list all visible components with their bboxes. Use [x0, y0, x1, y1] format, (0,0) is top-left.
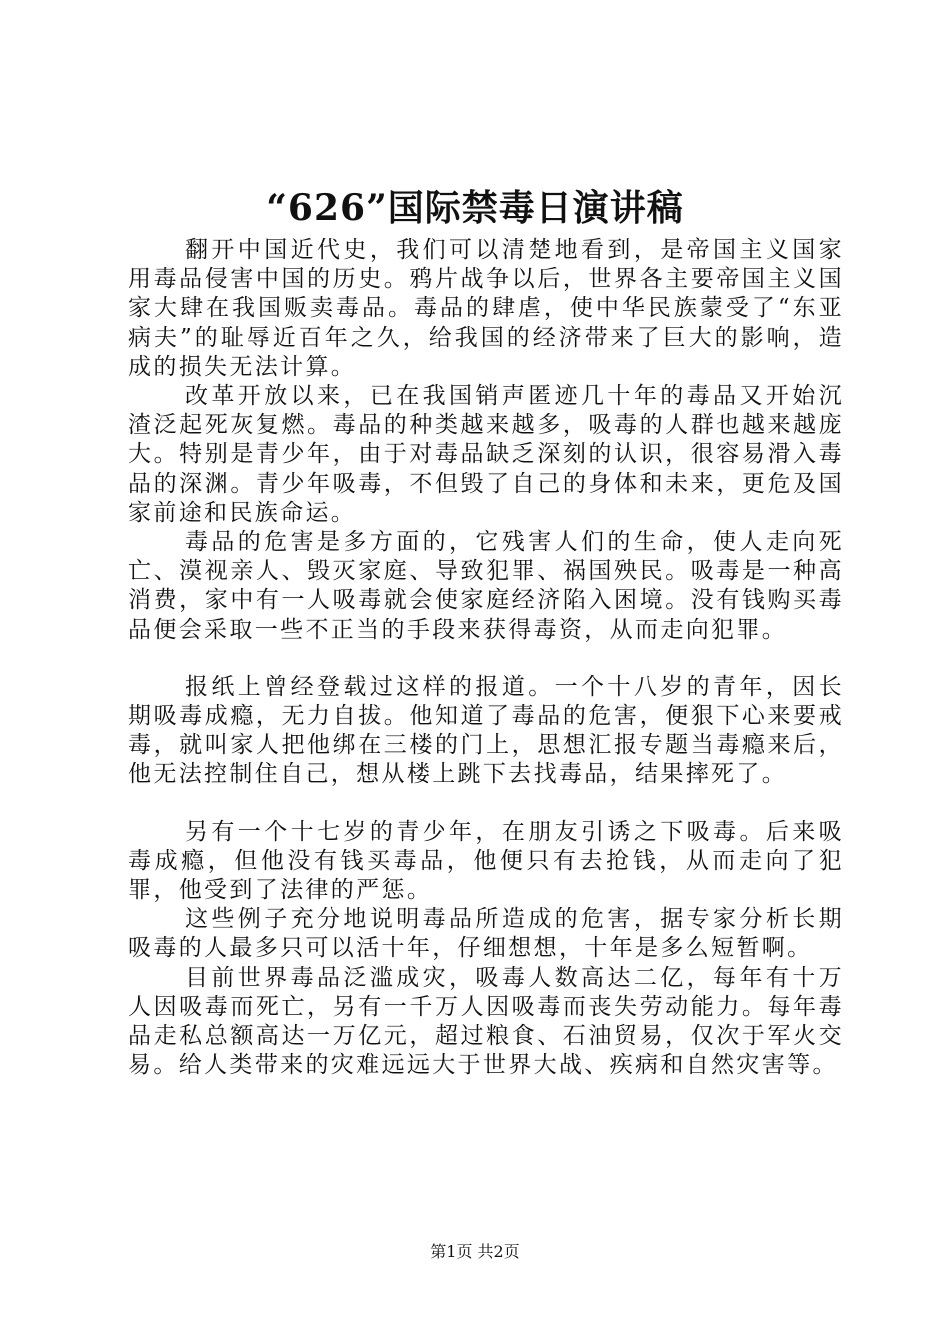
- paragraph-7: 目前世界毒品泛滥成灾，吸毒人数高达二亿，每年有十万人因吸毒而死亡，另有一千万人因吸毒而丧失劳动能力。每年毒品走私总额高达一万亿元，超过粮食、石油贸易，仅次于军火交易。给人类带来的灾难远远大于世界大战、疾病和自然灾害等。: [128, 964, 844, 1079]
- paragraph-5: 另有一个十七岁的青少年，在朋友引诱之下吸毒。后来吸毒成瘾，但他没有钱买毒品，他便只有去抢钱，从而走向了犯罪，他受到了法律的严惩。: [128, 818, 844, 904]
- page-title: “626”国际禁毒日演讲稿: [266, 187, 684, 229]
- paragraph-3: 毒品的危害是多方面的，它残害人们的生命，使人走向死亡、漠视亲人、毁灭家庭、导致犯罪、祸国殃民。吸毒是一种高消费，家中有一人吸毒就会使家庭经济陷入困境。没有钱购买毒品便会采取一些不正当的手段来获得毒资，从而走向犯罪。: [128, 529, 844, 643]
- paragraph-6: 这些例子充分地说明毒品所造成的危害，据专家分析长期吸毒的人最多只可以活十年，仔细想想，十年是多么短暂啊。: [128, 906, 844, 962]
- paragraph-4: 报纸上曾经登载过这样的报道。一个十八岁的青年，因长期吸毒成瘾，无力自拔。他知道了毒品的危害，便狠下心来要戒毒，就叫家人把他绑在三楼的门上，思想汇报专题当毒瘾来后，他无法控制住自己，想从楼上跳下去找毒品，结果摔死了。: [128, 673, 844, 788]
- paragraph-2: 改革开放以来，已在我国销声匿迹几十年的毒品又开始沉渣泛起死灰复燃。毒品的种类越来越多，吸毒的人群也越来越庞大。特别是青少年，由于对毒品缺乏深刻的认识，很容易滑入毒品的深渊。青少年吸毒，不但毁了自己的身体和未来，更危及国家前途和民族命运。: [128, 383, 844, 526]
- document-body: [128, 236, 844, 1080]
- page-footer: 第1页 共2页: [430, 1242, 520, 1261]
- paragraph-1: 翻开中国近代史，我们可以清楚地看到，是帝国主义国家用毒品侵害中国的历史。鸦片战争以后，世界各主要帝国主义国家大肆在我国贩卖毒品。毒品的肆虐，使中华民族蒙受了“东亚病夫”的耻辱近百年之久，给我国的经济带来了巨大的影响，造成的损失无法计算。: [128, 237, 844, 380]
